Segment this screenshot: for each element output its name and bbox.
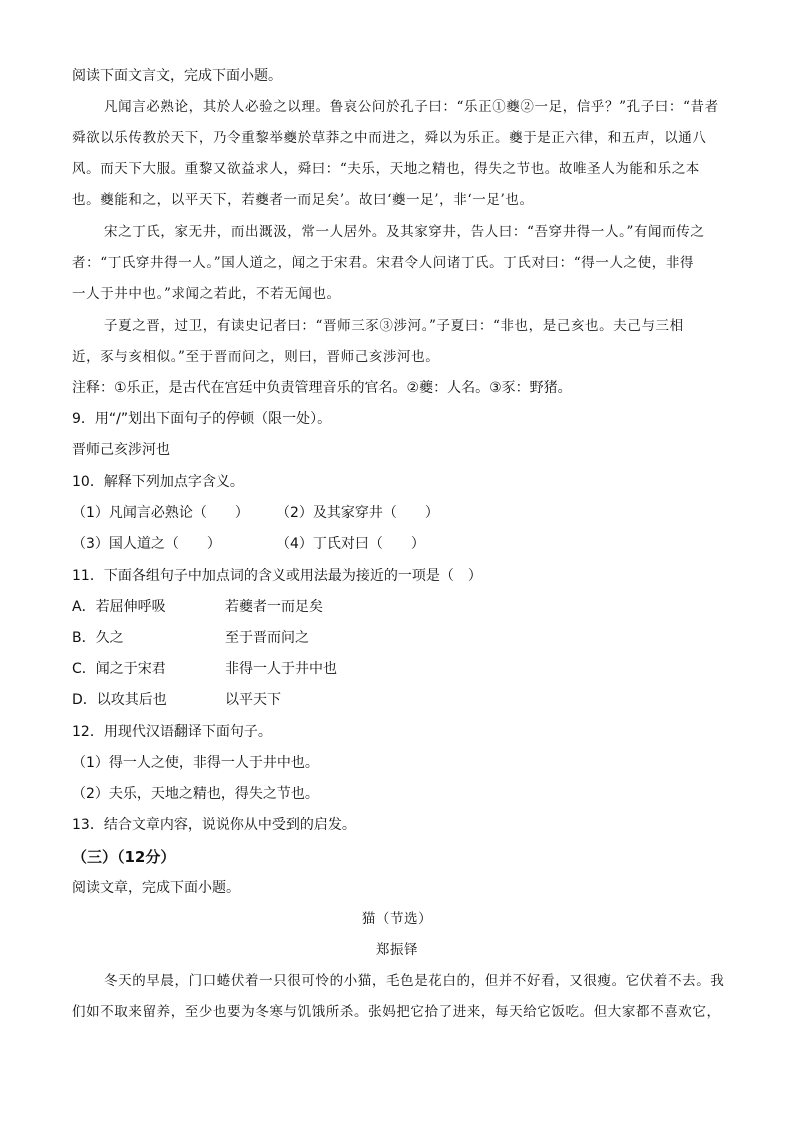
q11-option-c: C．闻之于宋君 <box>72 661 166 677</box>
q11-option-b-second: 至于晋而问之 <box>225 630 309 646</box>
q11-option-c-second: 非得一人于井中也 <box>225 661 337 677</box>
q10-item: （2）及其家穿井（ ） <box>276 505 439 521</box>
passage-line: 舜欲以乐传教於天下，乃令重黎举夔於草莽之中而进之，舜以为乐正。夔于是正六律，和五声，以通八 <box>72 130 707 146</box>
question-9-sentence: 晋师己亥涉河也 <box>72 442 170 458</box>
q12-item: （1）得一人之使，非得一人于井中也。 <box>72 755 319 771</box>
article-author: 郑振铎 <box>375 942 419 958</box>
article-line: 冬天的早晨，门口蜷伏着一只很可怜的小猫，毛色是花白的，但并不好看，又很瘦。它伏着不去。我 <box>104 973 725 989</box>
passage-line: 子夏之晋，过卫，有读史记者曰：“晋师三豕③涉河。”子夏曰：“非也，是己亥也。夫己与三相 <box>104 318 684 334</box>
reading-instruction: 阅读下面文言文，完成下面小题。 <box>72 68 282 84</box>
passage-line: 一人于井中也。”求闻之若此，不若无闻也。 <box>72 286 341 302</box>
q11-option-d: D．以攻其后也 <box>72 692 167 708</box>
question-10: 10．解释下列加点字含义。 <box>72 474 244 490</box>
passage-line: 者：“丁氏穿井得一人。”国人道之，闻之于宋君。宋君令人问诸丁氏。丁氏对曰：“得一人之使，非得 <box>72 255 695 271</box>
q12-item: （2）夫乐，天地之精也，得失之节也。 <box>72 786 319 802</box>
question-9: 9．用“/”划出下面句子的停顿（限一处）。 <box>72 411 332 427</box>
q10-item: （3）国人道之（ ） <box>72 536 221 552</box>
passage-line: 风。而天下大服。重黎又欲益求人，舜曰：“夫乐，天地之精也，得失之节也。故唯圣人为能和乐之本 <box>72 161 700 177</box>
section-heading: （三）（12分） <box>72 848 176 866</box>
passage-line: 凡闻言必熟论，其於人必验之以理。鲁哀公问於孔子曰：“乐正①夔②一足，信乎？”孔子曰：“昔者 <box>104 99 719 115</box>
question-13: 13．结合文章内容，说说你从中受到的启发。 <box>72 817 356 833</box>
article-title: 猫（节选） <box>361 911 433 927</box>
question-12: 12．用现代汉语翻译下面句子。 <box>72 724 272 740</box>
passage-line: 也。夔能和之，以平天下，若夔者一而足矣’。故曰‘夔一足’，非‘一足’也。 <box>72 192 534 208</box>
notes: 注释：①乐正，是古代在宫廷中负责管理音乐的官名。②夔：人名。③豕：野猪。 <box>72 380 572 396</box>
article-line: 们如不取来留养，至少也要为冬寒与饥饿所杀。张妈把它拾了进来，每天给它饭吃。但大家都不喜欢它， <box>72 1004 721 1020</box>
q11-option-d-second: 以平天下 <box>225 692 281 708</box>
q10-item: （1）凡闻言必熟论（ ） <box>72 505 249 521</box>
q10-item: （4）丁氏对曰（ ） <box>276 536 425 552</box>
question-11: 11．下面各组句子中加点词的含义或用法最为接近的一项是（ ） <box>72 568 482 584</box>
passage-line: 宋之丁氏，家无井，而出溉汲，常一人居外。及其家穿井，告人曰：“吾穿井得一人。”有闻而传之 <box>104 224 705 240</box>
reading-instruction-2: 阅读文章，完成下面小题。 <box>72 880 240 896</box>
q11-option-a-second: 若夔者一而足矣 <box>225 599 323 615</box>
q11-option-a: A．若屈伸呼吸 <box>72 599 166 615</box>
passage-line: 近，豕与亥相似。”至于晋而问之，则曰，晋师己亥涉河也。 <box>72 349 440 365</box>
q11-option-b: B．久之 <box>72 630 124 646</box>
